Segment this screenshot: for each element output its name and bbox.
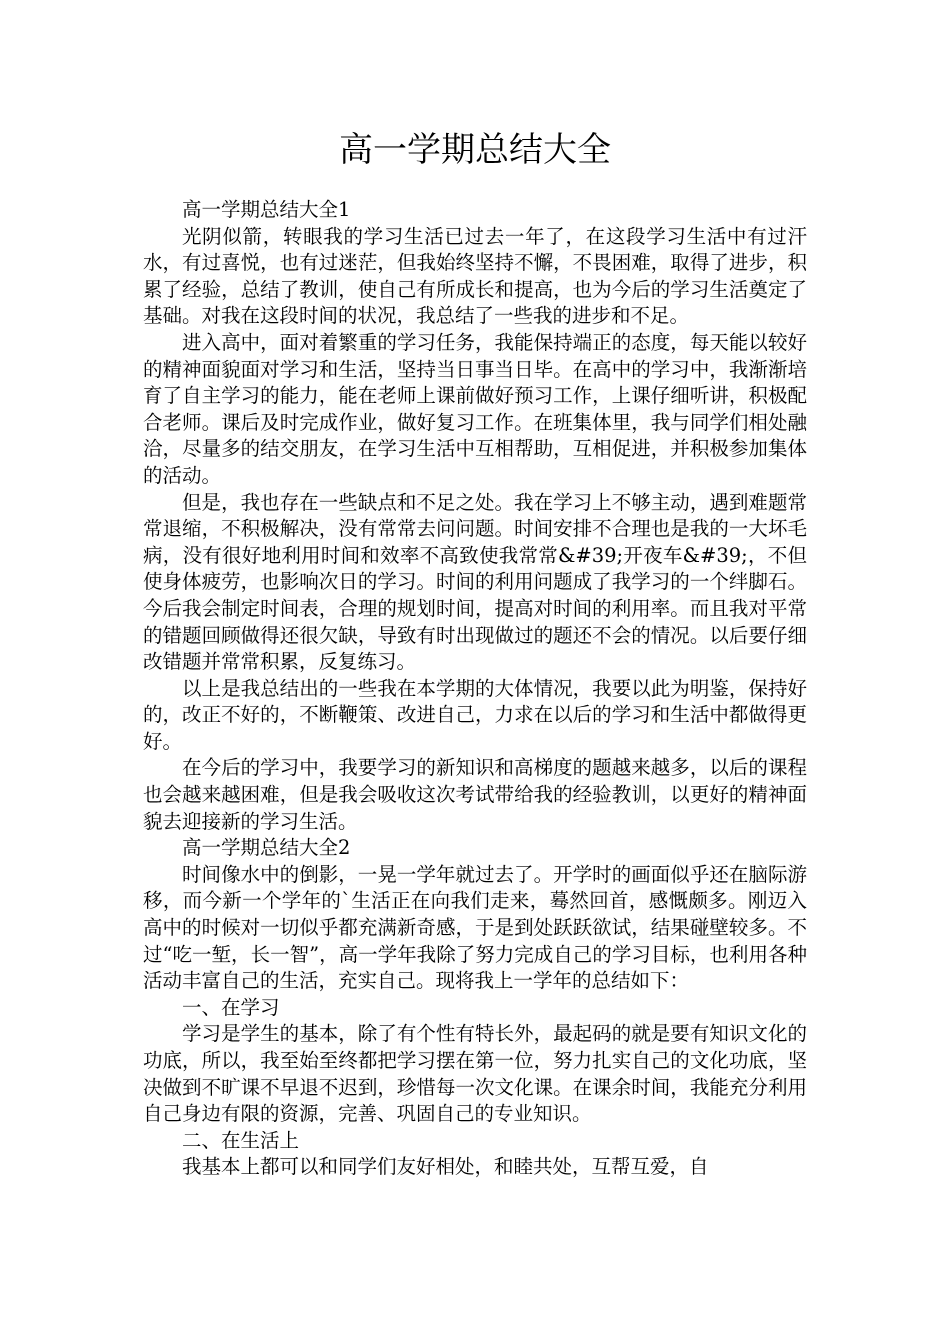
document-body bbox=[143, 197, 807, 1181]
paragraph: 光阴似箭，转眼我的学习生活已过去一年了，在这段学习生活中有过汗水，有过喜悦，也有过迷茫，但我始终坚持不懈，不畏困难，取得了进步，积累了经验，总结了教训，使自己有所成长和提高，也为今后的学习生活奠定了基础。对我在这段时间的状况，我总结了一些我的进步和不足。 bbox=[143, 224, 807, 328]
section-heading: 高一学期总结大全1 bbox=[182, 198, 351, 221]
paragraph: 时间像水中的倒影，一晃一学年就过去了。开学时的画面似乎还在脑际游移，而今新一个学年的`生活正在向我们走来，蓦然回首，感慨颇多。刚迈入高中的时候对一切似乎都充满新奇感，于是到处跃跃欲试，结果碰壁较多。不过“吃一堑，长一智”，高一学年我除了努力完成自己的学习目标，也利用各种活动丰富自己的生活，充实自己。现将我上一学年的总结如下： bbox=[143, 862, 807, 993]
document-title: 高一学期总结大全 bbox=[339, 130, 611, 170]
paragraph: 进入高中，面对着繁重的学习任务，我能保持端正的态度，每天能以较好的精神面貌面对学习和生活，坚持当日事当日毕。在高中的学习中，我渐渐培育了自主学习的能力，能在老师上课前做好预习工作，上课仔细听讲，积极配合老师。课后及时完成作业，做好复习工作。在班集体里，我与同学们相处融洽，尽量多的结交朋友，在学习生活中互相帮助，互相促进，并积极参加集体的活动。 bbox=[143, 330, 807, 487]
section-heading: 高一学期总结大全2 bbox=[182, 836, 351, 860]
paragraph: 我基本上都可以和同学们友好相处，和睦共处，互帮互爱，自 bbox=[182, 1155, 709, 1179]
paragraph: 学习是学生的基本，除了有个性有特长外，最起码的就是要有知识文化的功底，所以，我至始至终都把学习摆在第一位，努力扎实自己的文化功底，坚决做到不旷课不早退不迟到，珍惜每一次文化课。在课余时间，我能充分利用自己身边有限的资源，完善、巩固自己的专业知识。 bbox=[143, 1022, 807, 1126]
subsection-heading: 二、在生活上 bbox=[182, 1128, 300, 1152]
paragraph: 以上是我总结出的一些我在本学期的大体情况，我要以此为明鉴，保持好的，改正不好的，不断鞭策、改进自己，力求在以后的学习和生活中都做得更好。 bbox=[143, 676, 807, 753]
paragraph: 在今后的学习中，我要学习的新知识和高梯度的题越来越多，以后的课程也会越来越困难，但是我会吸收这次考试带给我的经验教训，以更好的精神面貌去迎接新的学习生活。 bbox=[143, 756, 807, 833]
paragraph: 但是，我也存在一些缺点和不足之处。我在学习上不够主动，遇到难题常常退缩，不积极解决，没有常常去问问题。时间安排不合理也是我的一大坏毛病，没有很好地利用时间和效率不高致使我常常&#39;开夜车&#39;，不但使身体疲劳，也影响次日的学习。时间的利用问题成了我学习的一个绊脚石。今后我会制定时间表，合理的规划时间，提高对时间的利用率。而且我对平常的错题回顾做得还很欠缺，导致有时出现做过的题还不会的情况。以后要仔细改错题并常常积累，反复练习。 bbox=[143, 490, 807, 674]
subsection-heading: 一、在学习 bbox=[182, 995, 280, 1019]
